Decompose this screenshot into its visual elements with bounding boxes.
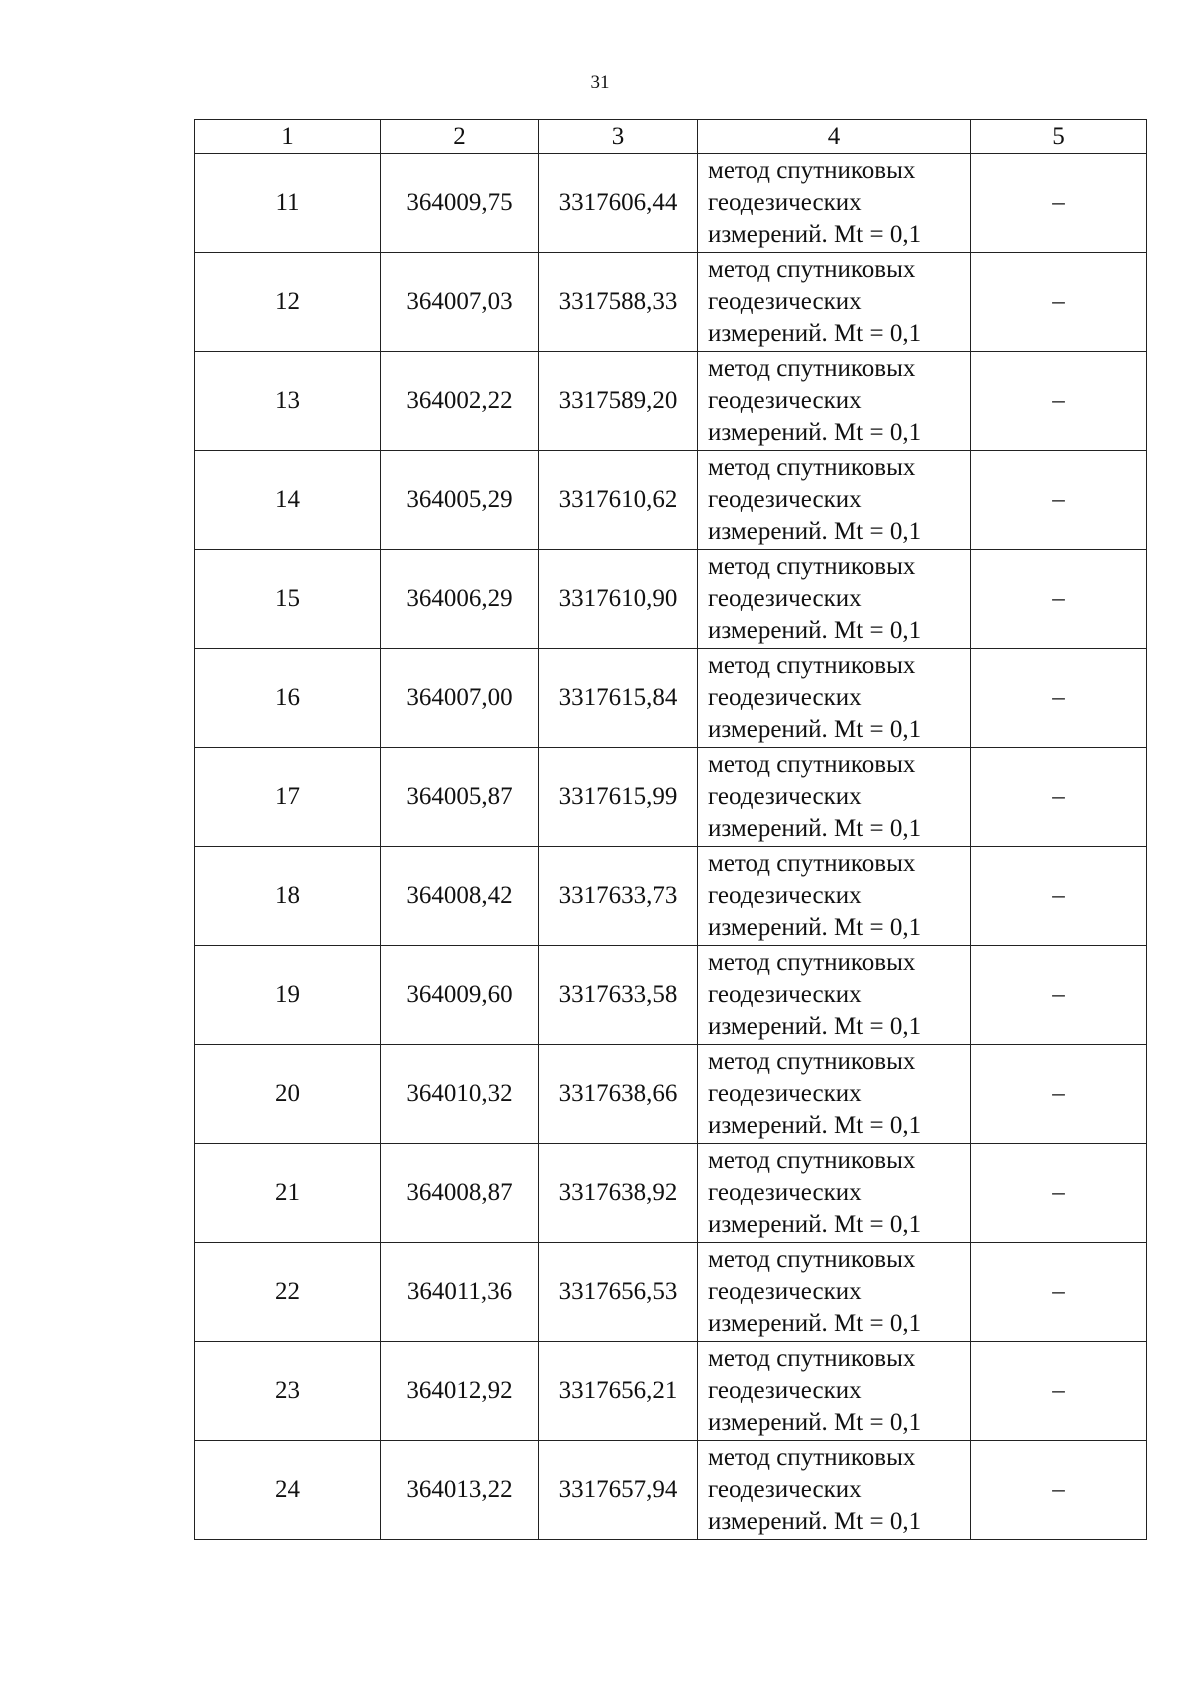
method-line: измерений. Mt = 0,1 <box>708 815 922 842</box>
method-line: геодезических <box>708 585 862 612</box>
x-coordinate-cell: 364005,87 <box>381 748 539 847</box>
method-cell <box>698 154 971 253</box>
y-coordinate-cell: 3317610,90 <box>539 550 698 649</box>
note-cell: – <box>971 1144 1147 1243</box>
point-number-cell: 12 <box>195 253 381 352</box>
method-line: метод спутниковых <box>708 256 916 283</box>
column-header: 5 <box>971 120 1147 154</box>
x-coordinate-cell: 364009,75 <box>381 154 539 253</box>
x-coordinate-cell: 364012,92 <box>381 1342 539 1441</box>
point-number-cell: 20 <box>195 1045 381 1144</box>
table-row <box>195 1342 1147 1441</box>
column-header: 1 <box>195 120 381 154</box>
method-line: метод спутниковых <box>708 553 916 580</box>
point-number-cell: 15 <box>195 550 381 649</box>
point-number-cell: 11 <box>195 154 381 253</box>
method-cell <box>698 352 971 451</box>
method-cell <box>698 1144 971 1243</box>
method-line: геодезических <box>708 882 862 909</box>
method-line: метод спутниковых <box>708 1444 916 1471</box>
table-row <box>195 847 1147 946</box>
point-number-cell: 22 <box>195 1243 381 1342</box>
method-line: измерений. Mt = 0,1 <box>708 617 922 644</box>
method-line: геодезических <box>708 1179 862 1206</box>
table-body <box>195 154 1147 1540</box>
method-line: геодезических <box>708 288 862 315</box>
method-line: измерений. Mt = 0,1 <box>708 1013 922 1040</box>
method-cell <box>698 253 971 352</box>
y-coordinate-cell: 3317656,21 <box>539 1342 698 1441</box>
method-cell <box>698 847 971 946</box>
method-line: геодезических <box>708 1278 862 1305</box>
method-line: метод спутниковых <box>708 1147 916 1174</box>
point-number-cell: 18 <box>195 847 381 946</box>
table-row <box>195 451 1147 550</box>
column-header: 2 <box>381 120 539 154</box>
table-row <box>195 1045 1147 1144</box>
table-row <box>195 1144 1147 1243</box>
method-line: метод спутниковых <box>708 652 916 679</box>
x-coordinate-cell: 364005,29 <box>381 451 539 550</box>
y-coordinate-cell: 3317656,53 <box>539 1243 698 1342</box>
method-line: измерений. Mt = 0,1 <box>708 1310 922 1337</box>
method-line: измерений. Mt = 0,1 <box>708 419 922 446</box>
y-coordinate-cell: 3317610,62 <box>539 451 698 550</box>
table-row <box>195 946 1147 1045</box>
note-cell: – <box>971 1243 1147 1342</box>
method-line: геодезических <box>708 783 862 810</box>
method-cell <box>698 1342 971 1441</box>
y-coordinate-cell: 3317657,94 <box>539 1441 698 1540</box>
method-line: измерений. Mt = 0,1 <box>708 518 922 545</box>
method-cell <box>698 649 971 748</box>
y-coordinate-cell: 3317638,66 <box>539 1045 698 1144</box>
method-cell <box>698 550 971 649</box>
method-line: измерений. Mt = 0,1 <box>708 1508 922 1535</box>
method-line: измерений. Mt = 0,1 <box>708 1409 922 1436</box>
method-cell <box>698 748 971 847</box>
method-line: геодезических <box>708 981 862 1008</box>
note-cell: – <box>971 253 1147 352</box>
note-cell: – <box>971 748 1147 847</box>
method-line: метод спутниковых <box>708 454 916 481</box>
method-line: измерений. Mt = 0,1 <box>708 221 922 248</box>
method-line: метод спутниковых <box>708 1246 916 1273</box>
method-cell <box>698 451 971 550</box>
method-line: геодезических <box>708 1080 862 1107</box>
table-row <box>195 1243 1147 1342</box>
method-line: геодезических <box>708 189 862 216</box>
note-cell: – <box>971 946 1147 1045</box>
method-line: геодезических <box>708 1377 862 1404</box>
method-line: измерений. Mt = 0,1 <box>708 716 922 743</box>
method-cell <box>698 946 971 1045</box>
method-line: метод спутниковых <box>708 355 916 382</box>
method-cell <box>698 1441 971 1540</box>
x-coordinate-cell: 364010,32 <box>381 1045 539 1144</box>
note-cell: – <box>971 451 1147 550</box>
method-line: метод спутниковых <box>708 1048 916 1075</box>
note-cell: – <box>971 1441 1147 1540</box>
method-line: измерений. Mt = 0,1 <box>708 1112 922 1139</box>
note-cell: – <box>971 1342 1147 1441</box>
x-coordinate-cell: 364008,42 <box>381 847 539 946</box>
table-row <box>195 253 1147 352</box>
point-number-cell: 17 <box>195 748 381 847</box>
point-number-cell: 13 <box>195 352 381 451</box>
method-line: метод спутниковых <box>708 949 916 976</box>
method-line: геодезических <box>708 1476 862 1503</box>
method-line: метод спутниковых <box>708 157 916 184</box>
y-coordinate-cell: 3317589,20 <box>539 352 698 451</box>
table-row <box>195 154 1147 253</box>
method-line: метод спутниковых <box>708 1345 916 1372</box>
y-coordinate-cell: 3317615,84 <box>539 649 698 748</box>
point-number-cell: 14 <box>195 451 381 550</box>
point-number-cell: 21 <box>195 1144 381 1243</box>
point-number-cell: 16 <box>195 649 381 748</box>
note-cell: – <box>971 1045 1147 1144</box>
note-cell: – <box>971 649 1147 748</box>
point-number-cell: 24 <box>195 1441 381 1540</box>
point-number-cell: 23 <box>195 1342 381 1441</box>
method-cell <box>698 1045 971 1144</box>
x-coordinate-cell: 364007,03 <box>381 253 539 352</box>
page-number: 31 <box>590 72 610 93</box>
table-row <box>195 748 1147 847</box>
note-cell: – <box>971 847 1147 946</box>
table-row <box>195 649 1147 748</box>
method-line: геодезических <box>708 684 862 711</box>
method-line: геодезических <box>708 486 862 513</box>
method-line: измерений. Mt = 0,1 <box>708 320 922 347</box>
y-coordinate-cell: 3317633,73 <box>539 847 698 946</box>
note-cell: – <box>971 550 1147 649</box>
table-header-row <box>195 120 1147 154</box>
note-cell: – <box>971 352 1147 451</box>
x-coordinate-cell: 364013,22 <box>381 1441 539 1540</box>
method-line: метод спутниковых <box>708 850 916 877</box>
y-coordinate-cell: 3317615,99 <box>539 748 698 847</box>
table-row <box>195 352 1147 451</box>
x-coordinate-cell: 364009,60 <box>381 946 539 1045</box>
y-coordinate-cell: 3317588,33 <box>539 253 698 352</box>
table-row <box>195 1441 1147 1540</box>
x-coordinate-cell: 364007,00 <box>381 649 539 748</box>
method-line: измерений. Mt = 0,1 <box>708 914 922 941</box>
y-coordinate-cell: 3317633,58 <box>539 946 698 1045</box>
x-coordinate-cell: 364006,29 <box>381 550 539 649</box>
table-row <box>195 550 1147 649</box>
column-header: 4 <box>698 120 971 154</box>
column-header: 3 <box>539 120 698 154</box>
x-coordinate-cell: 364008,87 <box>381 1144 539 1243</box>
x-coordinate-cell: 364011,36 <box>381 1243 539 1342</box>
y-coordinate-cell: 3317606,44 <box>539 154 698 253</box>
note-cell: – <box>971 154 1147 253</box>
x-coordinate-cell: 364002,22 <box>381 352 539 451</box>
y-coordinate-cell: 3317638,92 <box>539 1144 698 1243</box>
coordinates-table <box>194 119 1147 1540</box>
method-cell <box>698 1243 971 1342</box>
point-number-cell: 19 <box>195 946 381 1045</box>
method-line: геодезических <box>708 387 862 414</box>
method-line: измерений. Mt = 0,1 <box>708 1211 922 1238</box>
method-line: метод спутниковых <box>708 751 916 778</box>
